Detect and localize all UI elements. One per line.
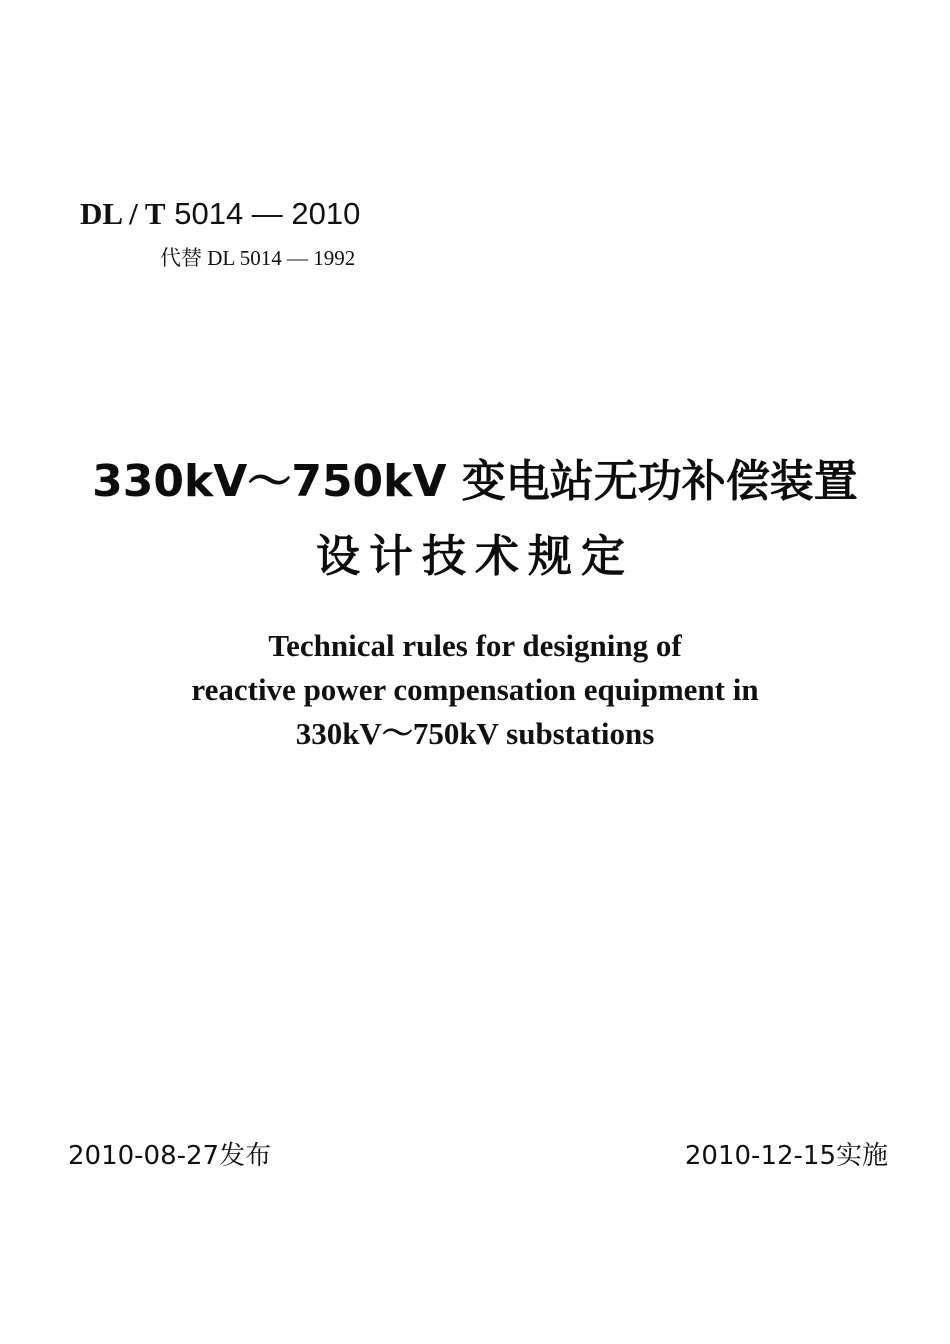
title-english-line-1: Technical rules for designing of: [268, 628, 682, 663]
implementation-date: 2010-12-15实施: [684, 1141, 888, 1171]
title-chinese-line-1: 330kV～750kV 变电站无功补偿装置: [92, 456, 858, 507]
standard-prefix: DL / T: [80, 196, 166, 231]
title-english-line-3: 330kV～750kV substations: [295, 716, 655, 751]
standard-number: 5014 — 2010: [174, 196, 361, 231]
title-english-line-2: reactive power compensation equipment in: [191, 672, 759, 707]
replaces-standard: 代替 DL 5014 — 1992: [160, 246, 356, 270]
issue-date: 2010-08-27发布: [68, 1141, 272, 1171]
standard-code: [80, 194, 360, 234]
title-chinese-line-2: 设计技术规定: [316, 531, 634, 582]
